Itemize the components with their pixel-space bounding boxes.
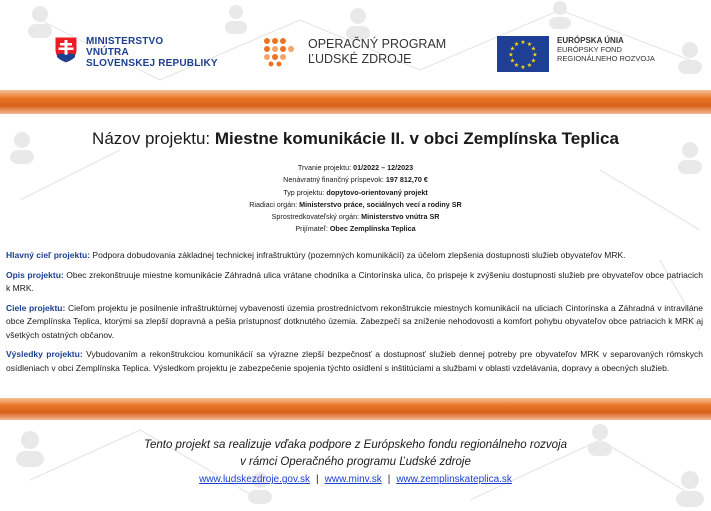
link-separator: | (316, 474, 319, 485)
title-name: Miestne komunikácie II. v obci Zemplínska Teplica (214, 129, 619, 148)
svg-text:★: ★ (508, 51, 514, 59)
ministry-line: VNÚTRA (86, 47, 129, 58)
project-meta (0, 162, 711, 236)
op-logo (262, 37, 446, 67)
meta-label: Riadiaci orgán: (249, 199, 300, 209)
section-label: Výsledky projektu: (6, 349, 83, 359)
section-label: Ciele projektu: (6, 302, 66, 313)
meta-row (0, 174, 711, 186)
eu-line: EURÓPSKY FOND (557, 45, 622, 54)
section-text: Podpora dobudovania základnej technickej infraštruktúry (pozemných komunikácií) za účelom zlepšenia dostupnosti služieb obyvateľov MRK. (90, 250, 626, 260)
orange-band-bottom (0, 398, 711, 420)
svg-text:★: ★ (530, 45, 537, 53)
meta-value: Ministerstvo práce, sociálnych vecí a rodiny SR (299, 199, 462, 209)
meta-value: 01/2022 – 12/2023 (353, 163, 414, 172)
section-text: Vybudovaním a rekonštrukciou komunikácií sa výrazne zlepší bezpečnosť a dostupnosť služieb dennej potreby pre obyvateľov MRK v separovaných rómskych osídleniach v obci Zemplínska Teplica. Výsledkom projektu je zabezpečenie spojenia týchto osídlení s inštitúciami a službami v oblasti vzdelávania, dopravy a obecných služieb. (6, 349, 703, 373)
svg-text:★: ★ (526, 41, 533, 48)
project-description (6, 249, 703, 381)
section-label: Opis projektu: (6, 269, 64, 280)
link-ludskezdroje[interactable]: www.ludskezdroje.gov.sk (199, 474, 311, 485)
section-goals (6, 302, 703, 343)
ministry-name (86, 36, 218, 69)
section-text: Obec zrekonštruuje miestne komunikácie Záhradná ulica vrátane chodníka a Cintorínska ulica, čo prispeje k zvýšeniu dostupnosti služieb pre obyvateľov obce patriacich k MRK. (6, 269, 703, 293)
meta-value: 197 812,70 € (385, 175, 428, 185)
svg-text:★: ★ (509, 57, 516, 65)
meta-row (0, 199, 711, 211)
svg-text:★: ★ (513, 62, 520, 69)
svg-text:★: ★ (509, 45, 516, 53)
svg-text:★: ★ (520, 39, 526, 46)
svg-text:★: ★ (526, 62, 533, 69)
footer-line: v rámci Operačného programu Ľudské zdroje (240, 456, 471, 468)
eu-line: REGIONÁLNEHO ROZVOJA (557, 54, 655, 63)
coat-of-arms-icon (54, 36, 78, 64)
eu-name (557, 36, 655, 63)
svg-text:★: ★ (532, 51, 538, 59)
section-results (6, 348, 703, 375)
svg-text:★: ★ (530, 57, 537, 65)
link-separator: | (387, 474, 391, 485)
footer (0, 437, 711, 488)
ministry-line: SLOVENSKEJ REPUBLIKY (86, 58, 218, 69)
header (0, 0, 711, 90)
title-prefix: Názov projektu: (92, 129, 215, 148)
svg-text:★: ★ (513, 41, 520, 48)
eu-flag-icon (497, 36, 549, 72)
link-minv[interactable]: www.minv.sk (324, 474, 382, 485)
svg-text:★: ★ (520, 64, 526, 71)
meta-label: Prijímateľ: (295, 224, 330, 234)
meta-row (0, 162, 711, 174)
ministry-logo (54, 36, 218, 69)
dots-logo-icon (262, 37, 296, 67)
op-name (308, 37, 446, 67)
footer-links (0, 472, 711, 488)
meta-row (0, 187, 711, 199)
meta-label: Nenávratný finančný príspevok: (283, 175, 386, 185)
op-line: OPERAČNÝ PROGRAM (308, 37, 447, 51)
meta-label: Trvanie projektu: (297, 163, 354, 172)
section-text: Cieľom projektu je posilnenie infraštruktúrnej vybavenosti územia prostredníctvom rekonštrukcie miestnych komunikácií na uliciach Cintorínska a Záhradná v intraviláne obce Zemplínska Teplica, ktorými sa zlepší dopravná a pešia prístupnosť dotknutého územia. Zabezpečí sa zníženie nehodovosti a komfort pohybu obyvateľov obce patriacich k MRK aj všetkých ostatných občanov. (6, 302, 704, 340)
link-zemplinskateplica[interactable]: www.zemplinskateplica.sk (396, 474, 512, 485)
orange-band-top (0, 90, 711, 114)
ministry-line: MINISTERSTVO (86, 36, 164, 47)
section-main-goal (6, 249, 703, 263)
eu-logo (497, 36, 655, 72)
meta-label: Typ projektu: (283, 187, 327, 197)
section-description (6, 269, 703, 296)
op-line: ĽUDSKÉ ZDROJE (308, 52, 412, 66)
meta-value: dopytovo-orientovaný projekt (326, 187, 428, 197)
section-label: Hlavný cieľ projektu: (6, 250, 91, 260)
meta-row (0, 223, 711, 235)
meta-row (0, 211, 711, 223)
project-title (0, 129, 711, 149)
eu-line: EURÓPSKA ÚNIA (557, 36, 624, 45)
meta-value: Ministerstvo vnútra SR (361, 212, 440, 222)
footer-line: Tento projekt sa realizuje vďaka podpore z Európskeho fondu regionálneho rozvoja (144, 439, 567, 451)
meta-label: Sprostredkovateľský orgán: (271, 212, 362, 222)
meta-value: Obec Zemplínska Teplica (329, 224, 416, 234)
